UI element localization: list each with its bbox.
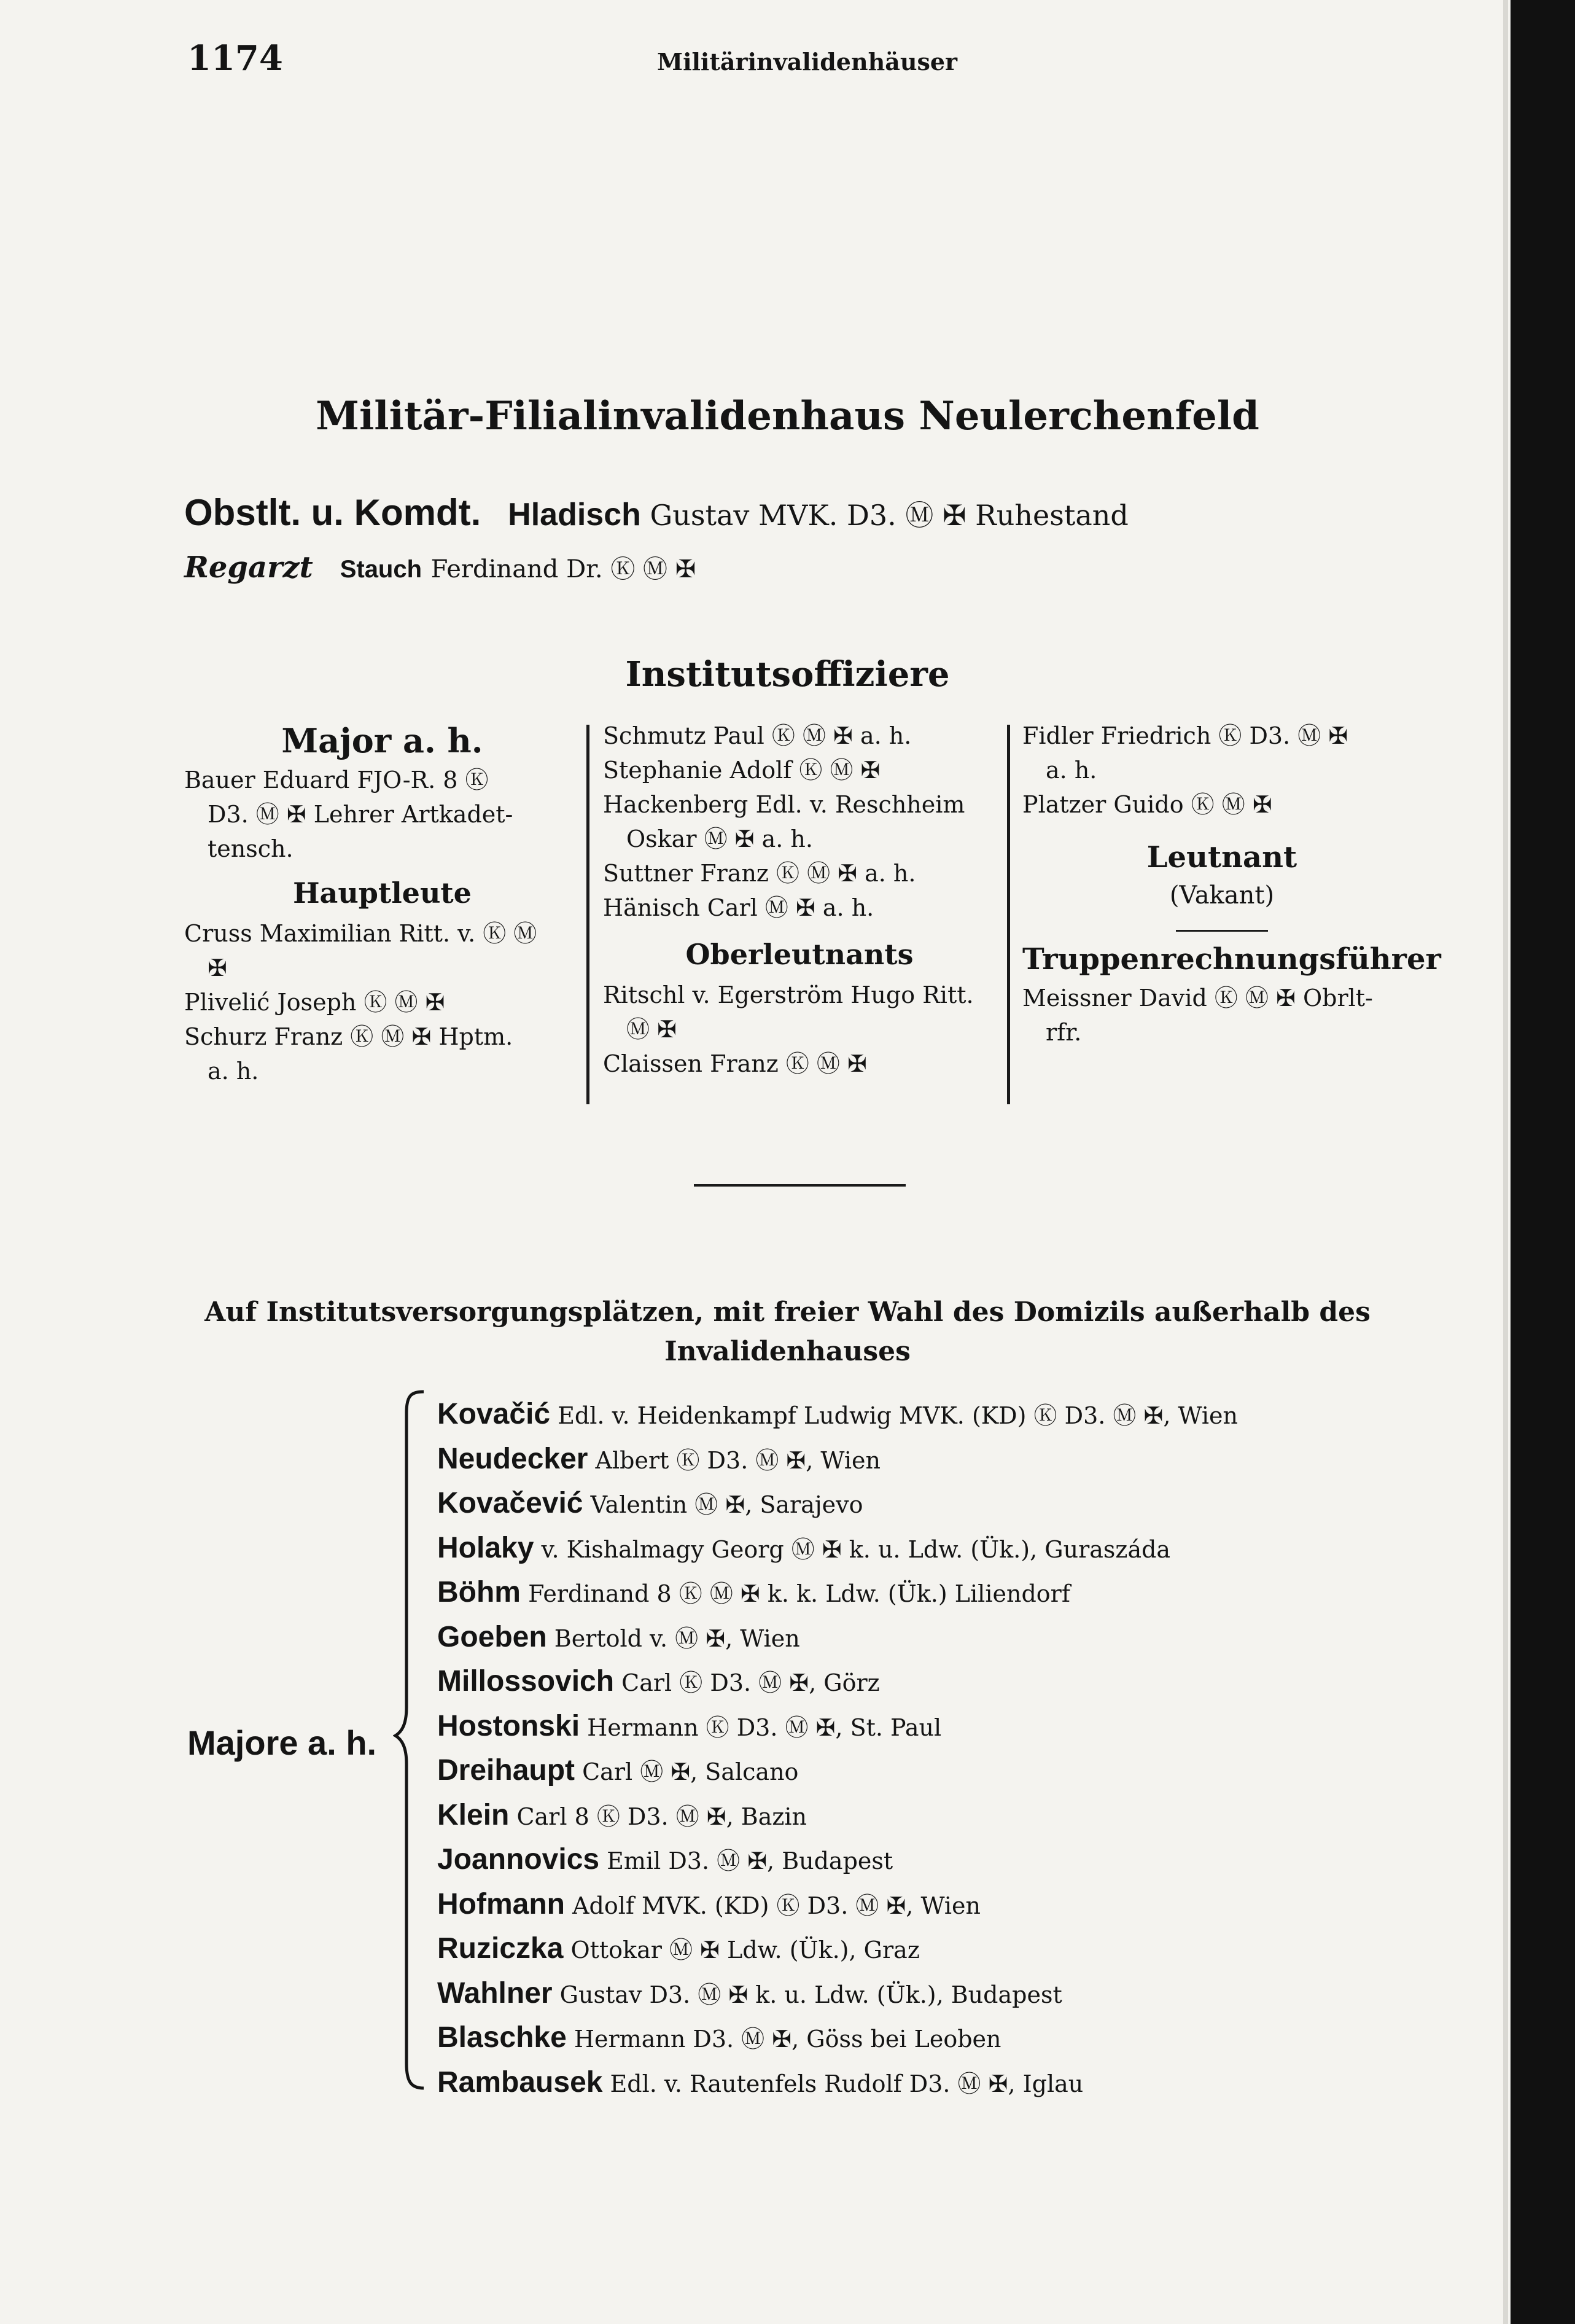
- entry-line: Fidler Friedrich Ⓚ D3. Ⓜ ✠: [1022, 722, 1348, 749]
- major-details: Adolf MVK. (KD) Ⓚ D3. Ⓜ ✠, Wien: [564, 1892, 981, 1919]
- major-surname: Kovačević: [437, 1487, 583, 1519]
- major-surname: Rambausek: [437, 2065, 603, 2099]
- entry-line: Ⓜ ✠: [626, 1016, 677, 1043]
- entry-line: Plivelić Joseph Ⓚ Ⓜ ✠: [184, 989, 445, 1016]
- column-middle: [603, 719, 996, 1081]
- major-details: Carl Ⓜ ✠, Salcano: [575, 1758, 799, 1785]
- major-surname: Hostonski: [437, 1709, 580, 1742]
- major-surname: Neudecker: [437, 1442, 588, 1475]
- major-surname: Goeben: [437, 1620, 547, 1653]
- entry-line: D3. Ⓜ ✠ Lehrer Artkadet-: [208, 801, 513, 828]
- major-details: Hermann Ⓚ D3. Ⓜ ✠, St. Paul: [580, 1714, 942, 1741]
- commander-surname: Hladisch: [508, 497, 641, 532]
- entry-line: tensch.: [208, 835, 294, 862]
- entry-line: Bauer Eduard FJO-R. 8 Ⓚ: [184, 766, 489, 794]
- major-entry: [437, 1571, 1238, 1616]
- entry-line: a. h.: [1046, 757, 1097, 784]
- major-details: Hermann D3. Ⓜ ✠, Göss bei Leoben: [566, 2026, 1001, 2053]
- major-details: Valentin Ⓜ ✠, Sarajevo: [583, 1491, 863, 1518]
- major-details: Carl Ⓚ D3. Ⓜ ✠, Görz: [614, 1669, 880, 1696]
- heading-hauptleute: Hauptleute: [293, 876, 472, 910]
- major-surname: Ruziczka: [437, 1932, 564, 1965]
- entry-line: Meissner David Ⓚ Ⓜ ✠ Obrlt-: [1022, 985, 1373, 1012]
- major-details: Edl. v. Rautenfels Rudolf D3. Ⓜ ✠, Iglau: [602, 2070, 1084, 2097]
- physician-line: [184, 550, 696, 585]
- major-surname: Kovačić: [437, 1398, 551, 1430]
- leutnant-value: (Vakant): [1169, 881, 1275, 910]
- major-surname: Millossovich: [437, 1665, 615, 1698]
- major-details: Carl 8 Ⓚ D3. Ⓜ ✠, Bazin: [509, 1803, 807, 1830]
- major-surname: Wahlner: [437, 1976, 553, 2010]
- major-surname: Blaschke: [437, 2021, 567, 2054]
- curly-brace: [393, 1388, 430, 2094]
- scan-edge: [1511, 0, 1575, 2324]
- major-surname: Dreihaupt: [437, 1754, 575, 1787]
- entry-line: a. h.: [208, 1058, 259, 1085]
- major-details: Ottokar Ⓜ ✠ Ldw. (Ük.), Graz: [563, 1936, 920, 1963]
- majors-list: [437, 1393, 1238, 2105]
- column-divider-2: [1007, 725, 1010, 1104]
- section-divider: [694, 1184, 906, 1187]
- entry-line: Cruss Maximilian Ritt. v. Ⓚ Ⓜ: [184, 920, 537, 947]
- major-surname: Klein: [437, 1798, 510, 1831]
- major-details: Edl. v. Heidenkampf Ludwig MVK. (KD) Ⓚ D3. Ⓜ ✠, Wien: [550, 1402, 1238, 1429]
- major-details: Albert Ⓚ D3. Ⓜ ✠, Wien: [588, 1446, 881, 1474]
- entry-line: Schurz Franz Ⓚ Ⓜ ✠ Hptm.: [184, 1023, 513, 1050]
- column-right: [1022, 719, 1441, 1050]
- major-surname: Böhm: [437, 1576, 521, 1608]
- major-details: Gustav D3. Ⓜ ✠ k. u. Ldw. (Ük.), Budapest: [552, 1981, 1062, 2008]
- major-details: Emil D3. Ⓜ ✠, Budapest: [599, 1847, 893, 1874]
- entry-line: Claissen Franz Ⓚ Ⓜ ✠: [603, 1050, 867, 1077]
- page-number: 1174: [187, 38, 283, 79]
- section-heading-institutsoffiziere: Institutsoffiziere: [625, 654, 950, 695]
- major-details: Bertold v. Ⓜ ✠, Wien: [546, 1624, 800, 1652]
- entry-line: Oskar Ⓜ ✠ a. h.: [626, 825, 813, 852]
- heading-major: Major a. h.: [281, 721, 483, 760]
- entry-line: Stephanie Adolf Ⓚ Ⓜ ✠: [603, 757, 881, 784]
- major-details: v. Kishalmagy Georg Ⓜ ✠ k. u. Ldw. (Ük.), Guraszáda: [534, 1535, 1171, 1563]
- major-entry: [437, 1616, 1238, 1661]
- majore-label: Majore a. h.: [187, 1723, 377, 1762]
- major-entry: [437, 1527, 1238, 1572]
- major-entry: [437, 1749, 1238, 1794]
- physician-label: Regarzt: [184, 550, 313, 585]
- entry-line: Hänisch Carl Ⓜ ✠ a. h.: [603, 894, 874, 921]
- major-entry: [437, 1393, 1238, 1438]
- major-surname: Holaky: [437, 1531, 534, 1564]
- physician-details: Ferdinand Dr. Ⓚ Ⓜ ✠: [430, 555, 696, 583]
- major-entry: [437, 1972, 1238, 2017]
- entry-line: Suttner Franz Ⓚ Ⓜ ✠ a. h.: [603, 860, 916, 887]
- commander-line: [184, 491, 1129, 534]
- entry-line: ✠: [208, 954, 227, 981]
- major-details: Ferdinand 8 Ⓚ Ⓜ ✠ k. k. Ldw. (Ük.) Liliendorf: [520, 1580, 1070, 1607]
- major-surname: Hofmann: [437, 1887, 565, 1920]
- major-entry: [437, 1705, 1238, 1750]
- major-entry: [437, 1438, 1238, 1483]
- versorgung-heading: [0, 1293, 1575, 1371]
- major-entry: [437, 1794, 1238, 1839]
- versorgung-heading-line-2: Invalidenhauses: [664, 1336, 911, 1367]
- entry-line: rfr.: [1046, 1019, 1082, 1046]
- running-head: Militärinvalidenhäuser: [657, 48, 958, 76]
- major-entry: [437, 1482, 1238, 1527]
- major-surname: Joannovics: [437, 1843, 600, 1876]
- entry-line: Hackenberg Edl. v. Reschheim: [603, 791, 965, 818]
- major-entry: [437, 2061, 1238, 2106]
- commander-label: Obstlt. u. Komdt.: [184, 492, 481, 533]
- page-title: Militär-Filialinvalidenhaus Neulerchenfeld: [316, 393, 1259, 439]
- versorgung-heading-line-1: Auf Institutsversorgungsplätzen, mit freier Wahl des Domizils außerhalb des: [204, 1297, 1371, 1328]
- major-entry: [437, 1838, 1238, 1883]
- major-entry: [437, 1660, 1238, 1705]
- column-left: [184, 719, 580, 1088]
- entry-line: Schmutz Paul Ⓚ Ⓜ ✠ a. h.: [603, 722, 912, 749]
- page-gutter: [1503, 0, 1508, 2324]
- heading-truppenrechnungsfuehrer: Truppenrechnungsführer: [1022, 942, 1441, 977]
- major-entry: [437, 2016, 1238, 2061]
- entry-line: Ritschl v. Egerström Hugo Ritt.: [603, 981, 974, 1008]
- major-entry: [437, 1927, 1238, 1972]
- short-divider: [1176, 930, 1268, 932]
- major-entry: [437, 1883, 1238, 1928]
- column-divider-1: [586, 725, 589, 1104]
- heading-oberleutnants: Oberleutnants: [685, 938, 914, 971]
- physician-surname: Stauch: [340, 556, 422, 583]
- entry-line: Platzer Guido Ⓚ Ⓜ ✠: [1022, 791, 1272, 818]
- commander-details: Gustav MVK. D3. Ⓜ ✠ Ruhestand: [650, 499, 1129, 532]
- heading-leutnant: Leutnant: [1146, 840, 1297, 875]
